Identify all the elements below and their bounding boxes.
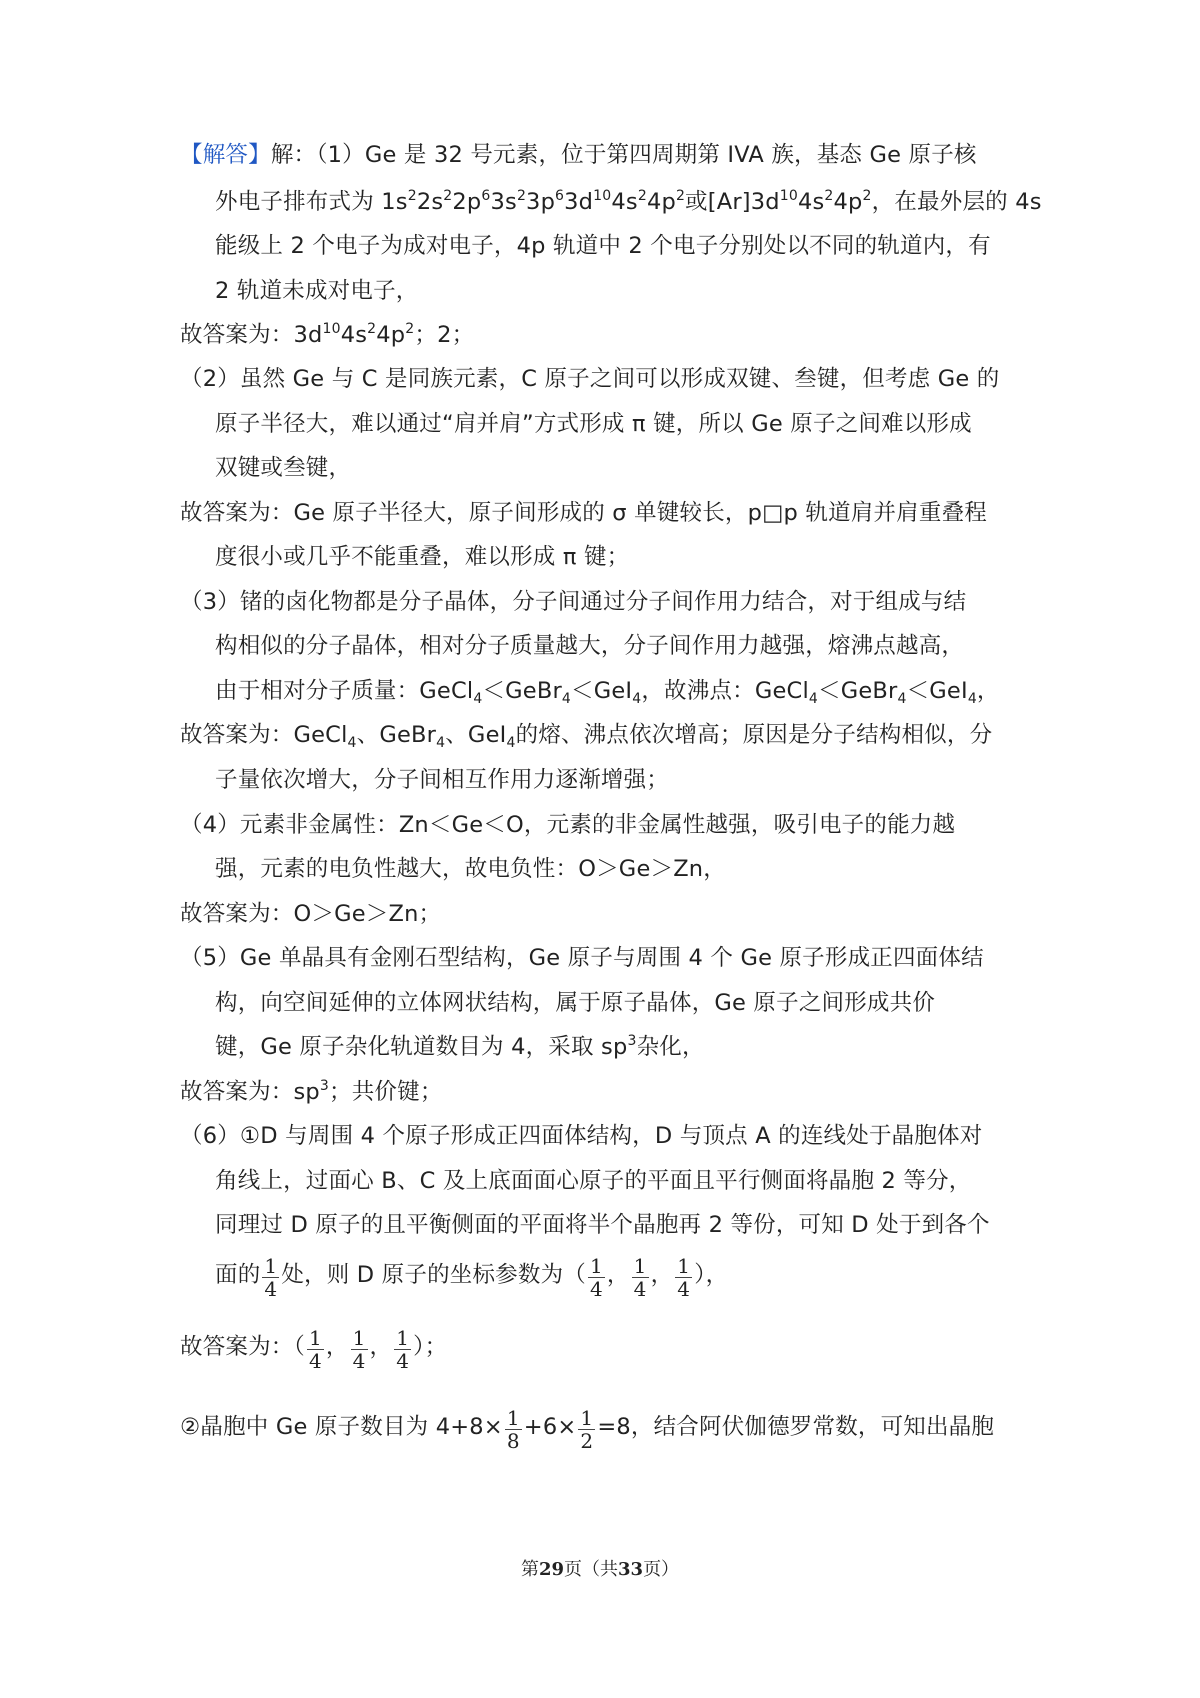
answer-line: 度很小或几乎不能重叠，难以形成 π 键；	[215, 544, 630, 570]
frac-den: 4	[633, 1277, 647, 1301]
sup: 2	[407, 188, 417, 204]
text: s	[431, 189, 444, 215]
frac-num: 1	[352, 1326, 366, 1350]
text: ，	[976, 678, 1000, 704]
sup: 6	[555, 188, 565, 204]
answer-line: 故答案为：Ge 原子半径大，原子间形成的 σ 单键较长，p□p 轨道肩并肩重叠程	[180, 500, 987, 526]
sup: 2	[862, 188, 872, 204]
text: ，在最外层的 4s	[871, 189, 1042, 215]
text: 故答案为：（	[180, 1334, 305, 1360]
frac-num: 1	[580, 1406, 594, 1430]
text: 4	[340, 322, 356, 348]
text: ，	[369, 1334, 393, 1360]
sub: 4	[436, 735, 446, 751]
solution-line: 构相似的分子晶体，相对分子质量越大，分子间作用力越强，熔沸点越高，	[215, 633, 965, 659]
text: 2	[416, 189, 432, 215]
text: s	[355, 322, 368, 348]
text: 、GeI	[445, 722, 507, 748]
fraction	[505, 1407, 522, 1452]
frac-den: 4	[396, 1349, 410, 1373]
text: 、GeBr	[356, 722, 437, 748]
sub: 4	[473, 691, 483, 707]
text: =8，结合阿伏伽德罗常数，可知出晶胞	[597, 1414, 995, 1440]
text: 3	[526, 189, 541, 215]
sub: 4	[632, 691, 642, 707]
text: s	[505, 189, 517, 215]
text: 或[Ar]3d	[685, 189, 780, 215]
sup: 10	[779, 188, 798, 204]
text: 由于相对分子质量：GeCl	[215, 678, 474, 704]
solution-line	[215, 1022, 1200, 1072]
sup: 3	[319, 1078, 330, 1094]
solution-line: （6）①D 与周围 4 个原子形成正四面体结构，D 与顶点 A 的连线处于晶胞体对	[180, 1123, 983, 1149]
text: 2	[452, 189, 467, 215]
text: p	[466, 189, 482, 215]
text: ＜GeI	[906, 678, 968, 704]
sup: 2	[367, 321, 377, 337]
footer-text: 页）	[643, 1559, 680, 1580]
solution-line: （2）虽然 Ge 与 C 是同族元素，C 原子之间可以形成双键、叁键，但考虑 Ge 的	[180, 366, 1000, 392]
sup: 10	[322, 321, 341, 337]
solution-line: （4）元素非金属性：Zn＜Ge＜O，元素的非金属性越强，吸引电子的能力越	[180, 812, 956, 838]
text: 3	[490, 189, 505, 215]
text: 解：（1）Ge 是 32 号元素，位于第四周期第 IVA 族，基态 Ge 原子核	[270, 142, 977, 168]
frac-num: 1	[396, 1326, 410, 1350]
text: 4	[646, 189, 662, 215]
sup: 2	[405, 321, 415, 337]
solution-line: 双键或叁键，	[215, 455, 352, 481]
text: p	[390, 322, 406, 348]
sup: 2	[637, 188, 647, 204]
text: ②晶胞中 Ge 原子数目为 4+8×	[180, 1414, 503, 1440]
text: 故答案为：3d	[180, 322, 323, 348]
text: ＜GeI	[571, 678, 633, 704]
frac-den: 2	[580, 1429, 594, 1453]
solution-line	[215, 1250, 1200, 1300]
text: 4	[376, 322, 391, 348]
fraction	[394, 1327, 411, 1372]
text: ，	[325, 1334, 349, 1360]
fraction	[675, 1255, 692, 1300]
solution-line: 角线上，过面心 B、C 及上底面面心原子的平面且平行侧面将晶胞 2 等分，	[215, 1168, 972, 1194]
solution-line	[215, 177, 1200, 227]
text: 4	[797, 189, 813, 215]
fraction	[262, 1255, 279, 1300]
text: p	[848, 189, 863, 215]
text: 键，Ge 原子杂化轨道数目为 4，采取 sp	[215, 1034, 628, 1060]
sup: 2	[824, 188, 834, 204]
page-number: 29	[538, 1559, 564, 1580]
solution-line: 同理过 D 原子的且平衡侧面的平面将半个晶胞再 2 等份，可知 D 处于到各个	[215, 1212, 990, 1238]
text: ），	[694, 1262, 729, 1288]
answer-line	[180, 1067, 1200, 1117]
sub: 4	[897, 691, 907, 707]
fraction	[632, 1255, 649, 1300]
solution-line: （3）锗的卤化物都是分子晶体，分子间通过分子间作用力结合，对于组成与结	[180, 589, 967, 615]
footer-text: 第	[520, 1559, 539, 1580]
frac-den: 4	[589, 1277, 603, 1301]
text: p	[661, 189, 676, 215]
text: ，	[606, 1262, 630, 1288]
frac-num: 1	[633, 1254, 647, 1278]
frac-den: 8	[506, 1429, 520, 1453]
sub: 4	[808, 691, 819, 707]
solution-line: 原子半径大，难以通过“肩并肩”方式形成 π 键，所以 Ge 原子之间难以形成	[215, 411, 972, 437]
text: p	[540, 189, 556, 215]
text: 故答案为：GeCl	[180, 722, 348, 748]
fraction	[578, 1407, 595, 1452]
text: 4	[611, 189, 626, 215]
answer-line	[180, 310, 1200, 360]
sub: 4	[347, 735, 357, 751]
sup: 2	[516, 188, 527, 204]
frac-num: 1	[506, 1406, 520, 1430]
text: ，	[650, 1262, 674, 1288]
answer-line: 子量依次增大，分子间相互作用力逐渐增强；	[215, 767, 670, 793]
text: 杂化，	[636, 1034, 705, 1060]
sub: 4	[561, 691, 572, 707]
answer-line	[180, 1322, 1200, 1372]
text: ）；	[413, 1334, 448, 1360]
total-pages: 33	[618, 1559, 644, 1580]
frac-den: 4	[352, 1349, 366, 1373]
solution-line: 强，元素的电负性越大，故电负性：O＞Ge＞Zn，	[215, 856, 726, 882]
text: s	[812, 189, 825, 215]
sup: 2	[675, 188, 686, 204]
frac-num: 1	[589, 1254, 603, 1278]
text: 4	[833, 189, 849, 215]
text: 面的	[215, 1262, 261, 1288]
solution-heading: 【解答】	[180, 142, 271, 168]
solution-line: 构，向空间延伸的立体网状结构，属于原子晶体，Ge 原子之间形成共价	[215, 990, 936, 1016]
sup: 3	[627, 1033, 637, 1049]
answer-line: 故答案为：O＞Ge＞Zn；	[180, 901, 442, 927]
text: 3	[564, 189, 579, 215]
footer-text: 页（共	[564, 1559, 618, 1580]
page-footer	[0, 1558, 1200, 1582]
sub: 4	[967, 691, 977, 707]
text: 的熔、沸点依次增高；原因是分子结构相似，分	[515, 722, 993, 748]
solution-line	[215, 666, 1200, 716]
frac-num: 1	[264, 1254, 278, 1278]
text: 处，则 D 原子的坐标参数为（	[281, 1262, 586, 1288]
sup: 6	[481, 188, 491, 204]
solution-line: 2 轨道未成对电子，	[215, 278, 419, 304]
text: ；共价键；	[329, 1079, 443, 1105]
solution-line: （5）Ge 单晶具有金刚石型结构，Ge 原子与周围 4 个 Ge 原子形成正四面体结	[180, 945, 984, 971]
solution-line	[180, 130, 1200, 180]
sup: 10	[593, 188, 612, 204]
text: 故答案为：sp	[180, 1079, 320, 1105]
fraction	[307, 1327, 324, 1372]
text: s	[625, 189, 638, 215]
frac-den: 4	[308, 1349, 322, 1373]
frac-num: 1	[308, 1326, 322, 1350]
text: ＜GeBr	[818, 678, 898, 704]
sup: 2	[443, 188, 453, 204]
frac-den: 4	[677, 1277, 691, 1301]
fraction	[588, 1255, 605, 1300]
sub: 4	[506, 735, 516, 751]
fraction	[351, 1327, 368, 1372]
text: d	[578, 189, 594, 215]
text: 外电子排布式为 1s	[215, 189, 408, 215]
text: +6×	[523, 1414, 577, 1440]
text: ＜GeBr	[482, 678, 562, 704]
solution-line	[180, 1402, 1200, 1452]
solution-line: 能级上 2 个电子为成对电子，4p 轨道中 2 个电子分别处以不同的轨道内，有	[215, 233, 991, 259]
frac-den: 4	[264, 1277, 278, 1301]
text: ；2；	[414, 322, 475, 348]
text: ，故沸点：GeCl	[641, 678, 809, 704]
frac-num: 1	[677, 1254, 691, 1278]
answer-line	[180, 710, 1200, 760]
